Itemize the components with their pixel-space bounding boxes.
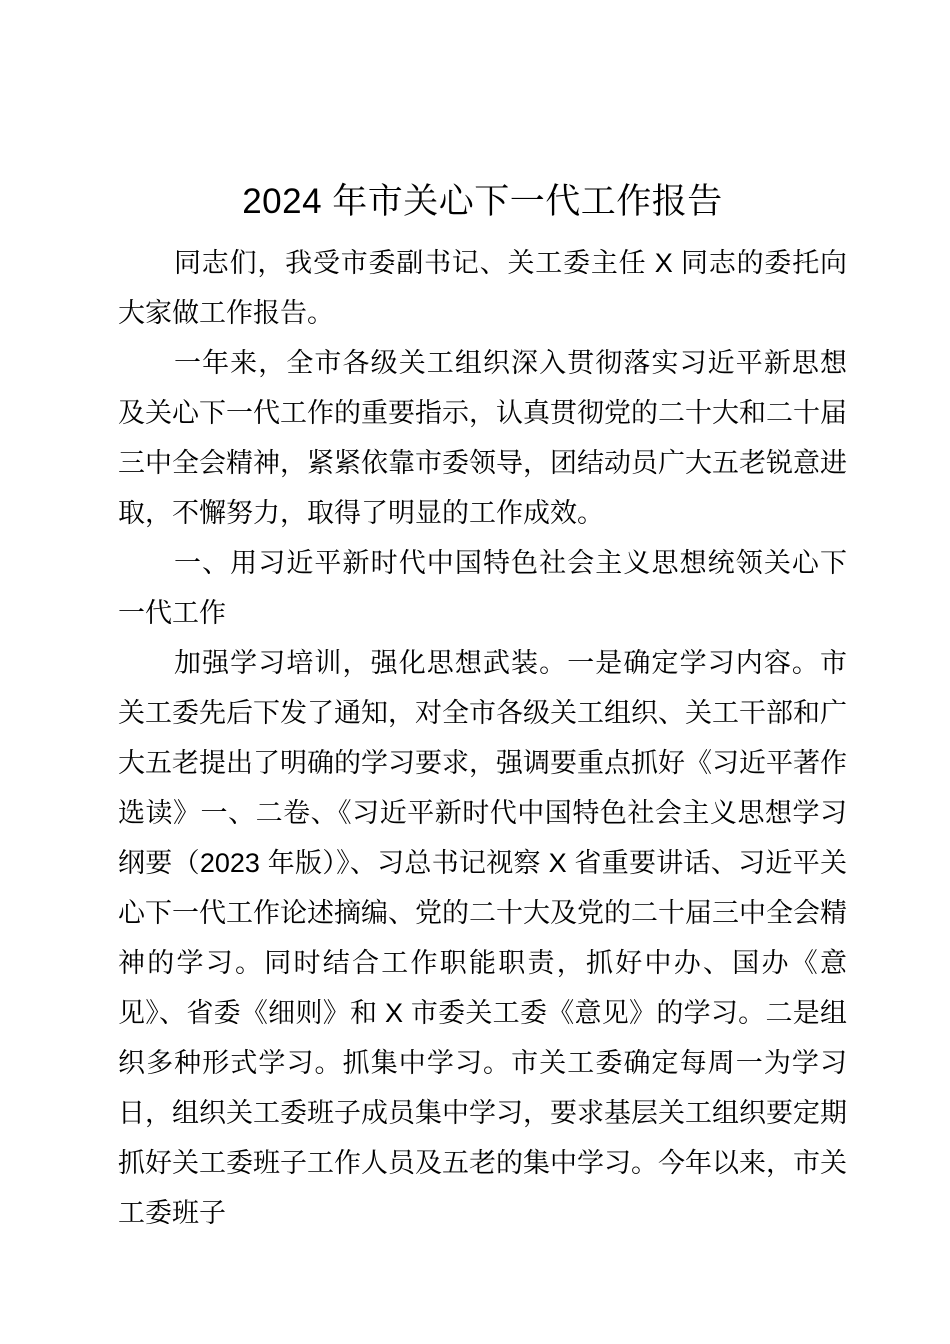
document-title: 2024 年市关心下一代工作报告	[242, 182, 723, 221]
section-heading: 一、用习近平新时代中国特色社会主义思想统领关心下一代工作	[118, 548, 847, 628]
summary-paragraph: 一年来，全市各级关工组织深入贯彻落实习近平新思想及关心下一代工作的重要指示，认真贯彻党的二十大和二十届三中全会精神，紧紧依靠市委领导，团结动员广大五老锐意进取，不懈努力，取得了明显的工作成效。	[118, 348, 847, 528]
opening-paragraph: 同志们，我受市委副书记、关工委主任 X 同志的委托向大家做工作报告。	[118, 248, 847, 328]
body-paragraph: 加强学习培训，强化思想武装。一是确定学习内容。市关工委先后下发了通知，对全市各级关工组织、关工干部和广大五老提出了明确的学习要求，强调要重点抓好《习近平著作选读》一、二卷、《习近平新时代中国特色社会主义思想学习纲要（2023 年版）》、习总书记视察 X 省重要讲话、习近平关心下一代工作论述摘编、党的二十大及党的二十届三中全会精神的学习。同时结合工作职能职责，抓好中办、国办《意见》、省委《细则》和 X 市委关工委《意见》的学习。二是组织多种形式学习。抓集中学习。市关工委确定每周一为学习日，组织关工委班子成员集中学习，要求基层关工组织要定期抓好关工委班子工作人员及五老的集中学习。今年以来，市关工委班子	[118, 648, 847, 1228]
